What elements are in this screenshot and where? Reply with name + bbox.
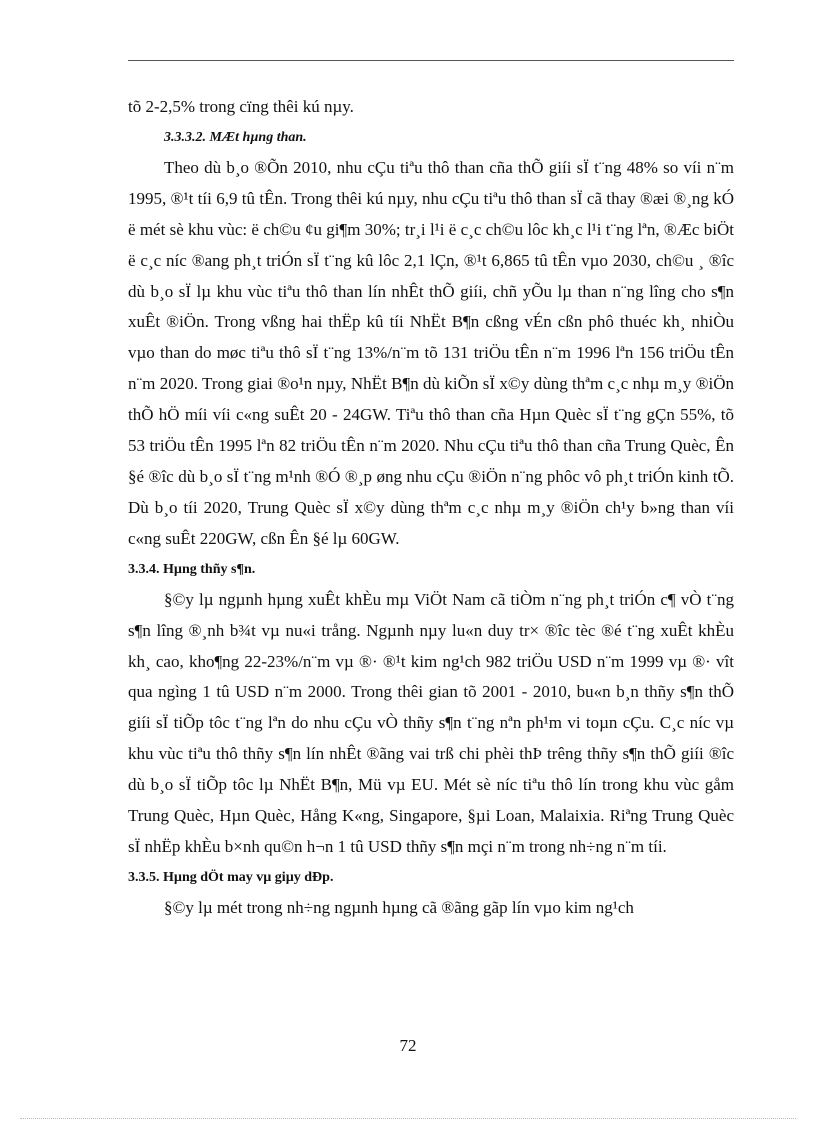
header-rule <box>128 60 734 61</box>
page-edge-dotted-line <box>20 1118 796 1119</box>
paragraph-seafood: §©y lµ ngµnh hµng xuÊt khÈu mµ ViÖt Nam cã tiÒm n¨ng ph¸t triÓn c¶ vÒ t¨ng s¶n lîng ®¸nh b¾t vµ nu«i trång. Ngµnh nµy lu«n duy tr× ®îc tèc ®é t¨ng xuÊt khÈu kh¸ cao, kho¶ng 22-23%/n¨m vµ ®· ®¹t kim ng¹ch 982 triÖu USD n¨m 1999 vµ ®· vît qua ngìng 1 tû USD n¨m 2000. Trong thêi gian tõ 2001 - 2010, bu«n b¸n thñy s¶n thÕ giíi sÏ tiÕp tôc t¨ng lªn do nhu cÇu vÒ thñy s¶n t¨ng nªn ph¹m vi toµn cÇu. C¸c níc vµ khu vùc tiªu thô thñy s¶n lín nhÊt ®ãng vai trß chi phèi thÞ trêng thñy s¶n thÕ giíi ®îc dù b¸o sÏ tiÕp tôc lµ NhËt B¶n, Mü vµ EU. Mét sè níc tiªu thô lín trong khu vùc gåm Trung Quèc, Hµn Quèc, Hång K«ng, Singapore, §µi Loan, Malaixia. Riªng Trung Quèc sÏ nhËp khÈu b×nh qu©n h¬n 1 tû USD thñy s¶n mçi n¨m trong nh÷ng n¨m tíi. <box>128 589 734 856</box>
paragraph-coal: Theo dù b¸o ®Õn 2010, nhu cÇu tiªu thô than cña thÕ giíi sÏ t¨ng 48% so víi n¨m 1995, ®¹t tíi 6,9 tû tÊn. Trong thêi kú nµy, nhu cÇu tiªu thô than sÏ cã thay ®æi ®¸ng kÓ ë mét sè khu vùc: ë ch©u ¢u gi¶m 30%; tr¸i l¹i ë c¸c ch©u lôc kh¸c l¹i t¨ng lªn, ®Æc biÖt ë c¸c níc ®ang ph¸t triÓn sÏ t¨ng kû lôc 2,1 lÇn, ®¹t 6,865 tû tÊn vµo 2030, ch©u ¸ ®îc dù b¸o sÏ lµ khu vùc tiªu thô than lín nhÊt thÕ giíi, chñ yÕu lµ than n¨ng lîng cho s¶n xuÊt ®iÖn. Trong vßng hai thËp kû tíi NhËt B¶n cßng vÉn cßn phô thuéc kh¸ nhiÒu vµo than do møc tiªu thô sÏ t¨ng 13%/n¨m tõ 131 triÖu tÊn n¨m 1996 lªn 156 triÖu tÊn n¨m 2020. Trong giai ®o¹n nµy, NhËt B¶n dù kiÕn sÏ x©y dùng thªm c¸c nhµ m¸y ®iÖn thÕ hÖ míi víi c«ng suÊt 20 - 24GW. Tiªu thô than cña Hµn Quèc sÏ t¨ng gÇn 55%, tõ 53 triÖu tÊn 1995 lªn 82 triÖu tÊn n¨m 2020. Nhu cÇu tiªu thô than cña Trung Quèc, Ên §é ®îc dù b¸o sÏ t¨ng m¹nh ®Ó ®¸p øng nhu cÇu ®iÖn n¨ng phôc vô ph¸t triÓn kinh tÕ. Dù b¸o tíi 2020, Trung Quèc sÏ x©y dùng thªm c¸c nhµ m¸y ®iÖn ch¹y b»ng than víi c«ng suÊt 220GW, cßn Ên §é lµ 60GW. <box>128 157 734 548</box>
page-body <box>128 92 734 924</box>
paragraph-continued: tõ 2-2,5% trong cïng thêi kú nµy. <box>128 97 354 116</box>
section-heading-textile: 3.3.5. Hµng dÖt may vµ giµy dÐp. <box>128 869 334 885</box>
page-number: 72 <box>399 1036 417 1055</box>
paragraph-textile: §©y lµ mét trong nh÷ng ngµnh hµng cã ®ãng gãp lín vµo kim ng¹ch <box>164 897 634 917</box>
section-heading-seafood: 3.3.4. Hµng thñy s¶n. <box>128 561 256 577</box>
subsection-heading-coal: 3.3.3.2. MÆt hµng than. <box>164 129 307 145</box>
